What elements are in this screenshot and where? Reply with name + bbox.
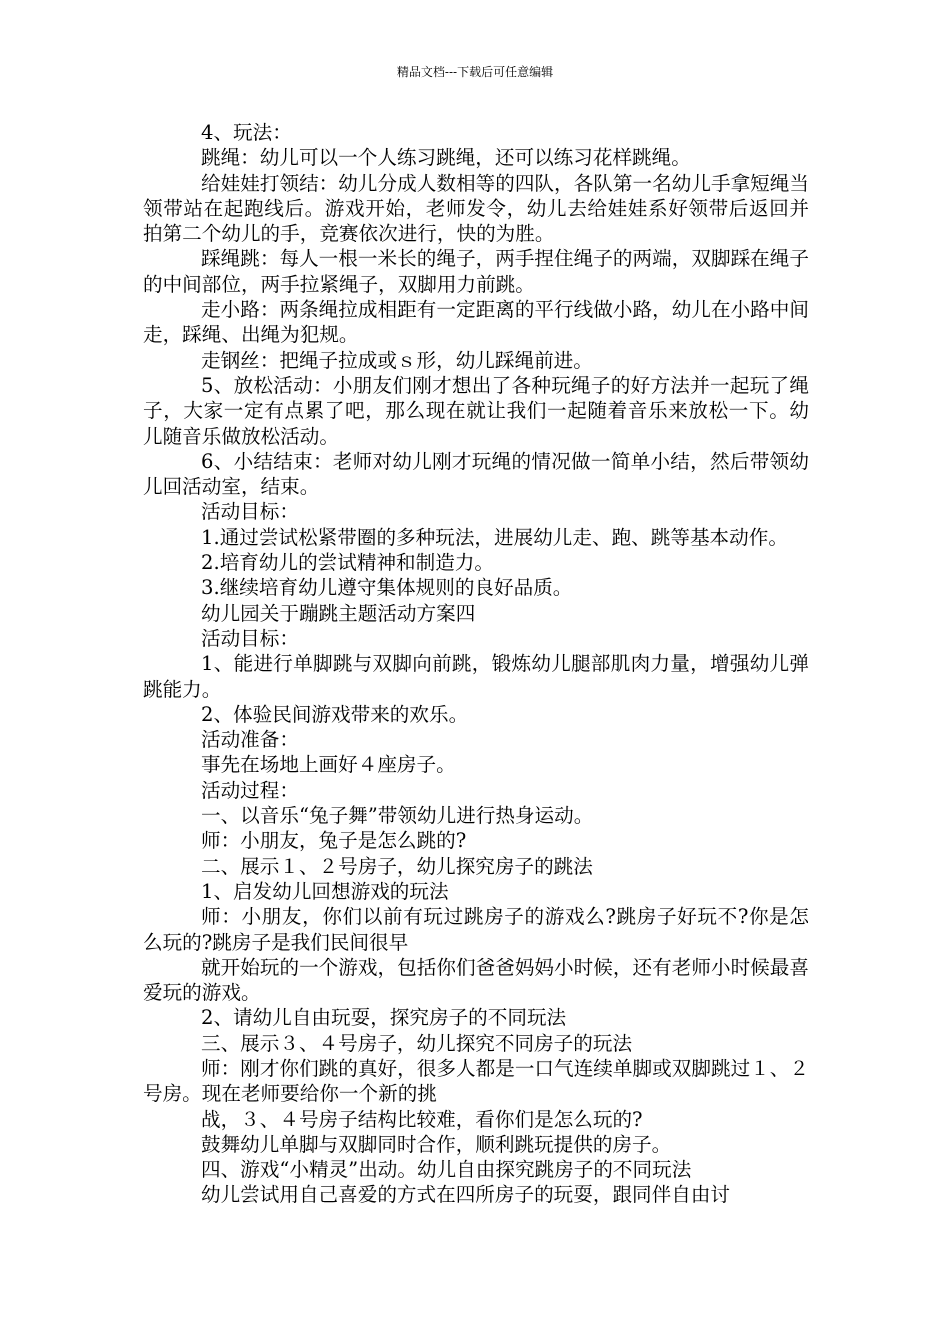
paragraph: 战，３、４号房子结构比较难，看你们是怎么玩的? — [201, 1107, 643, 1131]
paragraph: 师：小朋友，兔子是怎么跳的? — [201, 829, 467, 853]
paragraph: 鼓舞幼儿单脚与双脚同时合作，顺利跳玩提供的房子。 — [201, 1132, 672, 1156]
paragraph: 师：小朋友，你们以前有玩过跳房子的游戏么?跳房子好玩不?你是怎么玩的?跳房子是我们民间很早 — [143, 905, 809, 954]
paragraph: 3.继续培育幼儿遵守集体规则的良好品质。 — [201, 576, 573, 600]
paragraph: 一、以音乐“兔子舞”带领幼儿进行热身运动。 — [201, 804, 594, 828]
section-heading: 活动目标： — [201, 626, 299, 650]
paragraph: 幼儿尝试用自己喜爱的方式在四所房子的玩耍，跟同伴自由讨 — [201, 1183, 731, 1207]
paragraph: 1、能进行单脚跳与双脚向前跳，锻炼幼儿腿部肌肉力量，增强幼儿弹跳能力。 — [143, 652, 809, 701]
paragraph: 5、放松活动：小朋友们刚才想出了各种玩绳子的好方法并一起玩了绳子，大家一定有点累了吧，那么现在就让我们一起随着音乐来放松一下。幼儿随音乐做放松活动。 — [143, 373, 809, 448]
paragraph: 师：刚才你们跳的真好，很多人都是一口气连续单脚或双脚跳过１、２号房。现在老师要给你一个新的挑 — [143, 1056, 809, 1106]
paragraph: 四、游戏“小精灵”出动。幼儿自由探究跳房子的不同玩法 — [201, 1158, 692, 1182]
paragraph: 6、小结结束：老师对幼儿刚才玩绳的情况做一简单小结，然后带领幼儿回活动室，结束。 — [143, 449, 809, 499]
paragraph: 2.培育幼儿的尝试精神和制造力。 — [201, 551, 495, 575]
paragraph: 跳绳：幼儿可以一个人练习跳绳，还可以练习花样跳绳。 — [201, 146, 691, 170]
paragraph: 2、体验民间游戏带来的欢乐。 — [201, 702, 469, 726]
paragraph: 走小路：两条绳拉成相距有一定距离的平行线做小路，幼儿在小路中间走，踩绳、出绳为犯规。 — [143, 298, 809, 347]
paragraph: 4、玩法： — [201, 121, 292, 144]
paragraph: 2、请幼儿自由玩耍，探究房子的不同玩法 — [201, 1006, 567, 1030]
paragraph: 给娃娃打领结：幼儿分成人数相等的四队，各队第一名幼儿手拿短绳当领带站在起跑线后。游戏开始，老师发令，幼儿去给娃娃系好领带后返回并拍第二个幼儿的手，竞赛依次进行，快的为胜。 — [143, 171, 809, 246]
paragraph: 就开始玩的一个游戏，包括你们爸爸妈妈小时候，还有老师小时候最喜爱玩的游戏。 — [143, 955, 809, 1005]
section-heading: 活动准备： — [201, 728, 299, 752]
paragraph: 二、展示１、２号房子，幼儿探究房子的跳法 — [201, 854, 593, 878]
paragraph: 1.通过尝试松紧带圈的多种玩法，进展幼儿走、跑、跳等基本动作。 — [201, 525, 788, 549]
document-body — [143, 120, 809, 1208]
section-heading: 活动过程： — [201, 778, 299, 802]
paragraph: 事先在场地上画好４座房子。 — [201, 753, 456, 777]
paragraph: 走钢丝：把绳子拉成或ｓ形，幼儿踩绳前进。 — [201, 348, 593, 372]
paragraph: 三、展示３、４号房子，幼儿探究不同房子的玩法 — [201, 1031, 633, 1055]
paragraph: 踩绳跳：每人一根一米长的绳子，两手捏住绳子的两端，双脚踩在绳子的中间部位，两手拉紧绳子，双脚用力前跳。 — [143, 247, 809, 296]
page-header: 精品文档---下载后可任意编辑 — [396, 65, 554, 79]
section-heading: 活动目标： — [201, 500, 299, 524]
paragraph: 1、启发幼儿回想游戏的玩法 — [201, 879, 449, 903]
document-title: 幼儿园关于蹦跳主题活动方案四 — [201, 601, 476, 625]
